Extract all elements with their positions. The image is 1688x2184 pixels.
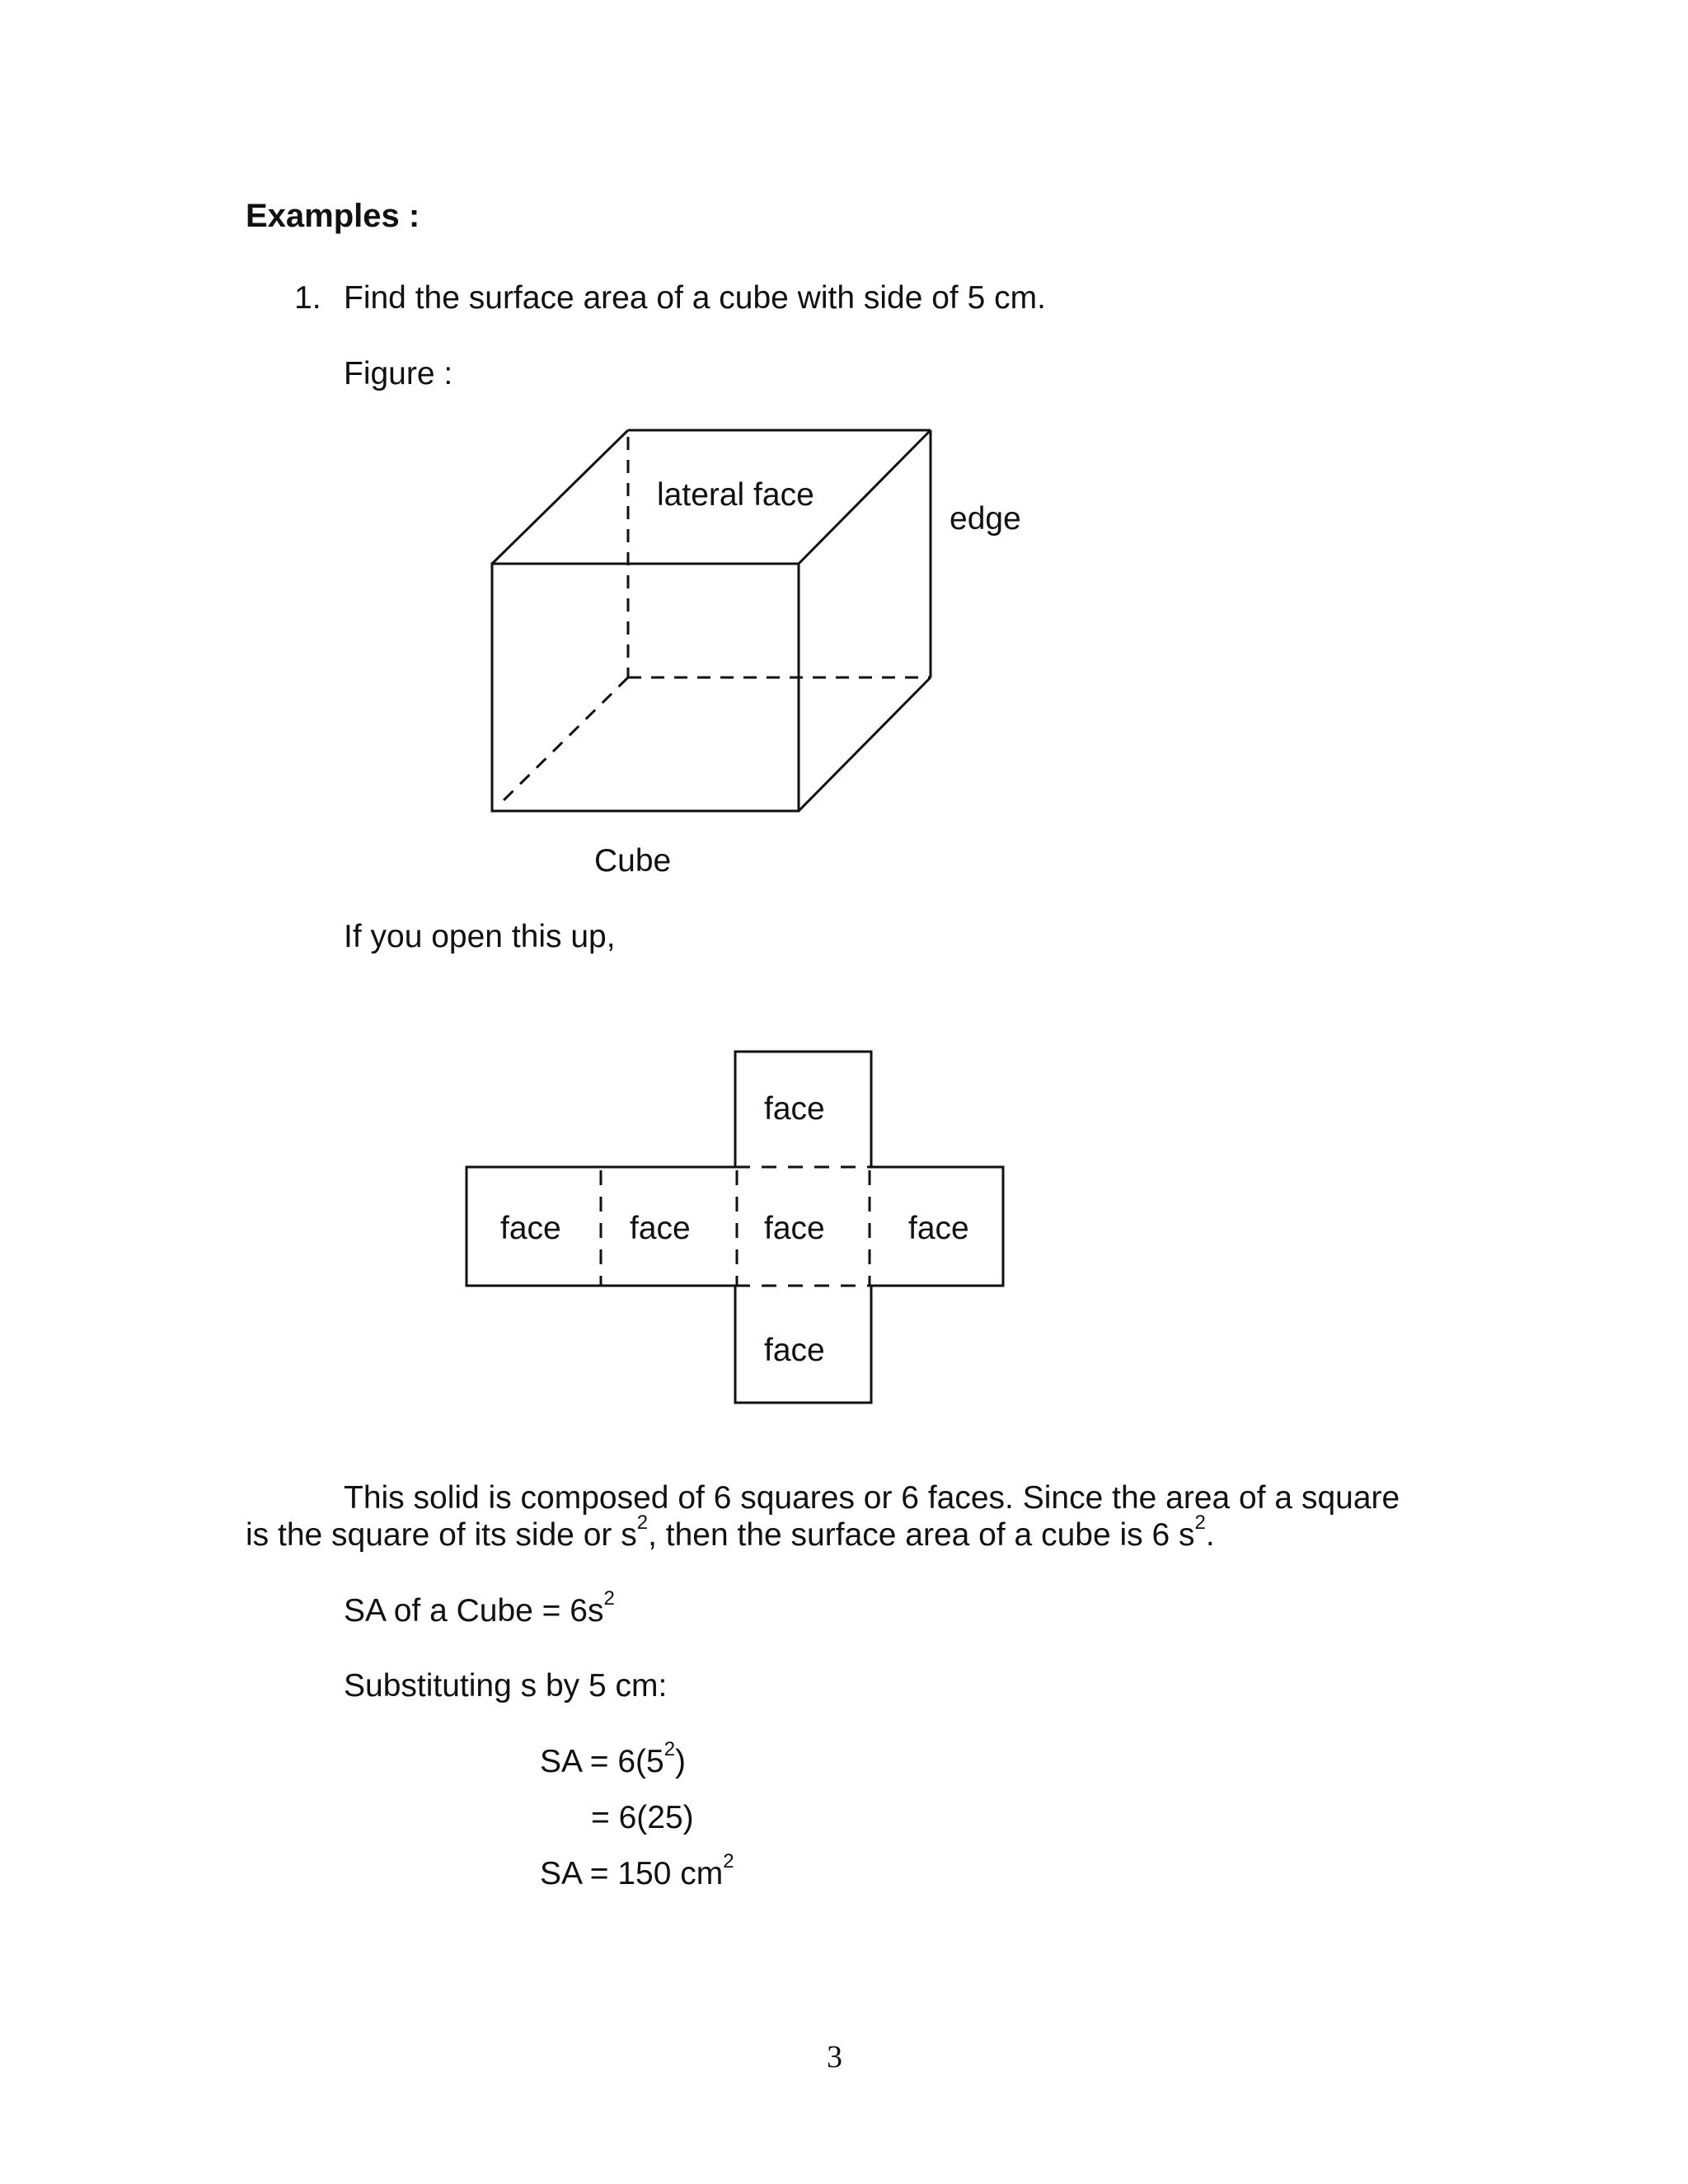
problem-text: Find the surface area of a cube with side of 5 cm.	[344, 280, 1046, 316]
formula-sa-cube: SA of a Cube = $6s^2$	[344, 1587, 615, 1629]
solution-line-1: SA = $6(5^2)$	[540, 1738, 687, 1779]
paragraph-line-1: This solid is composed of 6 squares or 6 faces. Since the area of a square	[344, 1480, 1400, 1516]
substituting-text: Substituting s by 5 cm:	[344, 1668, 668, 1704]
cube-caption: Cube	[594, 843, 672, 879]
paragraph-line-2: is the square of its side or $s^2$, then the surface area of a cube is 6 $s^2$.	[246, 1511, 1215, 1553]
net-face-middle-left: face	[630, 1211, 691, 1246]
net-face-top: face	[764, 1091, 825, 1127]
examples-heading: Examples :	[246, 198, 420, 234]
net-face-right: face	[908, 1211, 969, 1246]
solution-line-2: = 6(25)	[591, 1800, 694, 1835]
net-face-bottom: face	[764, 1333, 825, 1368]
figure-label: Figure :	[344, 356, 453, 391]
lateral-face-label: lateral face	[657, 477, 814, 513]
net-face-left: face	[500, 1211, 561, 1246]
problem-number: 1.	[294, 280, 321, 316]
edge-label: edge	[950, 501, 1021, 537]
solution-line-3: SA = 150 $cm^2$	[540, 1850, 734, 1891]
page-number: 3	[827, 2040, 842, 2074]
open-up-text: If you open this up,	[344, 919, 616, 954]
net-face-center: face	[764, 1211, 825, 1246]
